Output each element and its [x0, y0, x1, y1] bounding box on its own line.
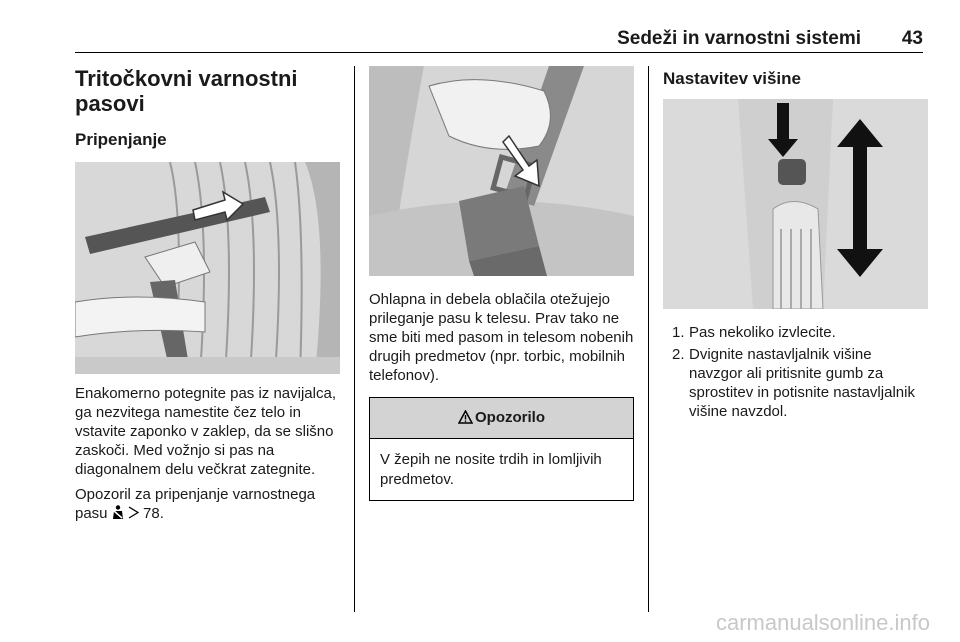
figure-height-adjuster: [663, 99, 928, 309]
paragraph-buckling: Enakomerno potegnite pas iz navijalca, ga nezvitega namestite čez telo in vstavite zaponko v zaklep, da se slišno zaskoči. Med vožnjo si pas na diagonalnem delu večkrat zategnite.: [75, 385, 336, 478]
warnings-ref-text: Opozoril za pripenjanje varnostnega pasu: [75, 486, 316, 522]
column-divider-left: [354, 66, 355, 612]
step-number: 2.: [672, 346, 685, 363]
subsection-heading: Pripenjanje: [75, 130, 167, 149]
figure-buckling: [75, 162, 340, 374]
column-right: [663, 66, 928, 424]
section-heading: Tritočkovni varnostni pasovi: [75, 66, 298, 116]
page-header: [75, 28, 923, 54]
column-middle: [369, 66, 634, 501]
warning-title: Opozorilo: [475, 409, 545, 426]
header-rule: [75, 52, 923, 53]
figure-buckle-closeup: [369, 66, 634, 276]
reference-arrow-icon[interactable]: [128, 505, 139, 524]
warning-box: [369, 397, 634, 501]
warning-triangle-icon: [458, 410, 473, 428]
warning-text: V žepih ne nosite trdih in lomljivih predmetov.: [380, 451, 602, 488]
seatbelt-icon: [112, 505, 124, 525]
column-left: [75, 66, 340, 525]
list-item: [663, 345, 928, 421]
header-title: Sedeži in varnostni sistemi: [617, 28, 861, 49]
paragraph-clothing: Ohlapna in debela oblačila otežujejo prileganje pasu k telesu. Prav tako ne sme biti med pasom in telesom nobenih drugih predmetov (npr. torbic, mobilnih telefonov).: [369, 291, 634, 384]
list-item: [663, 323, 928, 342]
height-adjust-heading: Nastavitev višine: [663, 69, 801, 88]
step-text: Dvignite nastavljalnik višine navzgor ali pritisnite gumb za sprostitev in potisnite nastavljalnik višine navzdol.: [689, 346, 915, 420]
step-text: Pas nekoliko izvlecite.: [689, 324, 836, 341]
height-adjust-steps: [663, 323, 928, 421]
page-number: 43: [901, 28, 923, 49]
warning-header: [370, 398, 633, 439]
footer-watermark: carmanualsonline.info: [715, 610, 930, 635]
step-number: 1.: [672, 324, 685, 341]
column-divider-right: [648, 66, 649, 612]
warnings-ref-page[interactable]: 78.: [143, 505, 164, 522]
paragraph-warnings-ref: [75, 485, 340, 525]
